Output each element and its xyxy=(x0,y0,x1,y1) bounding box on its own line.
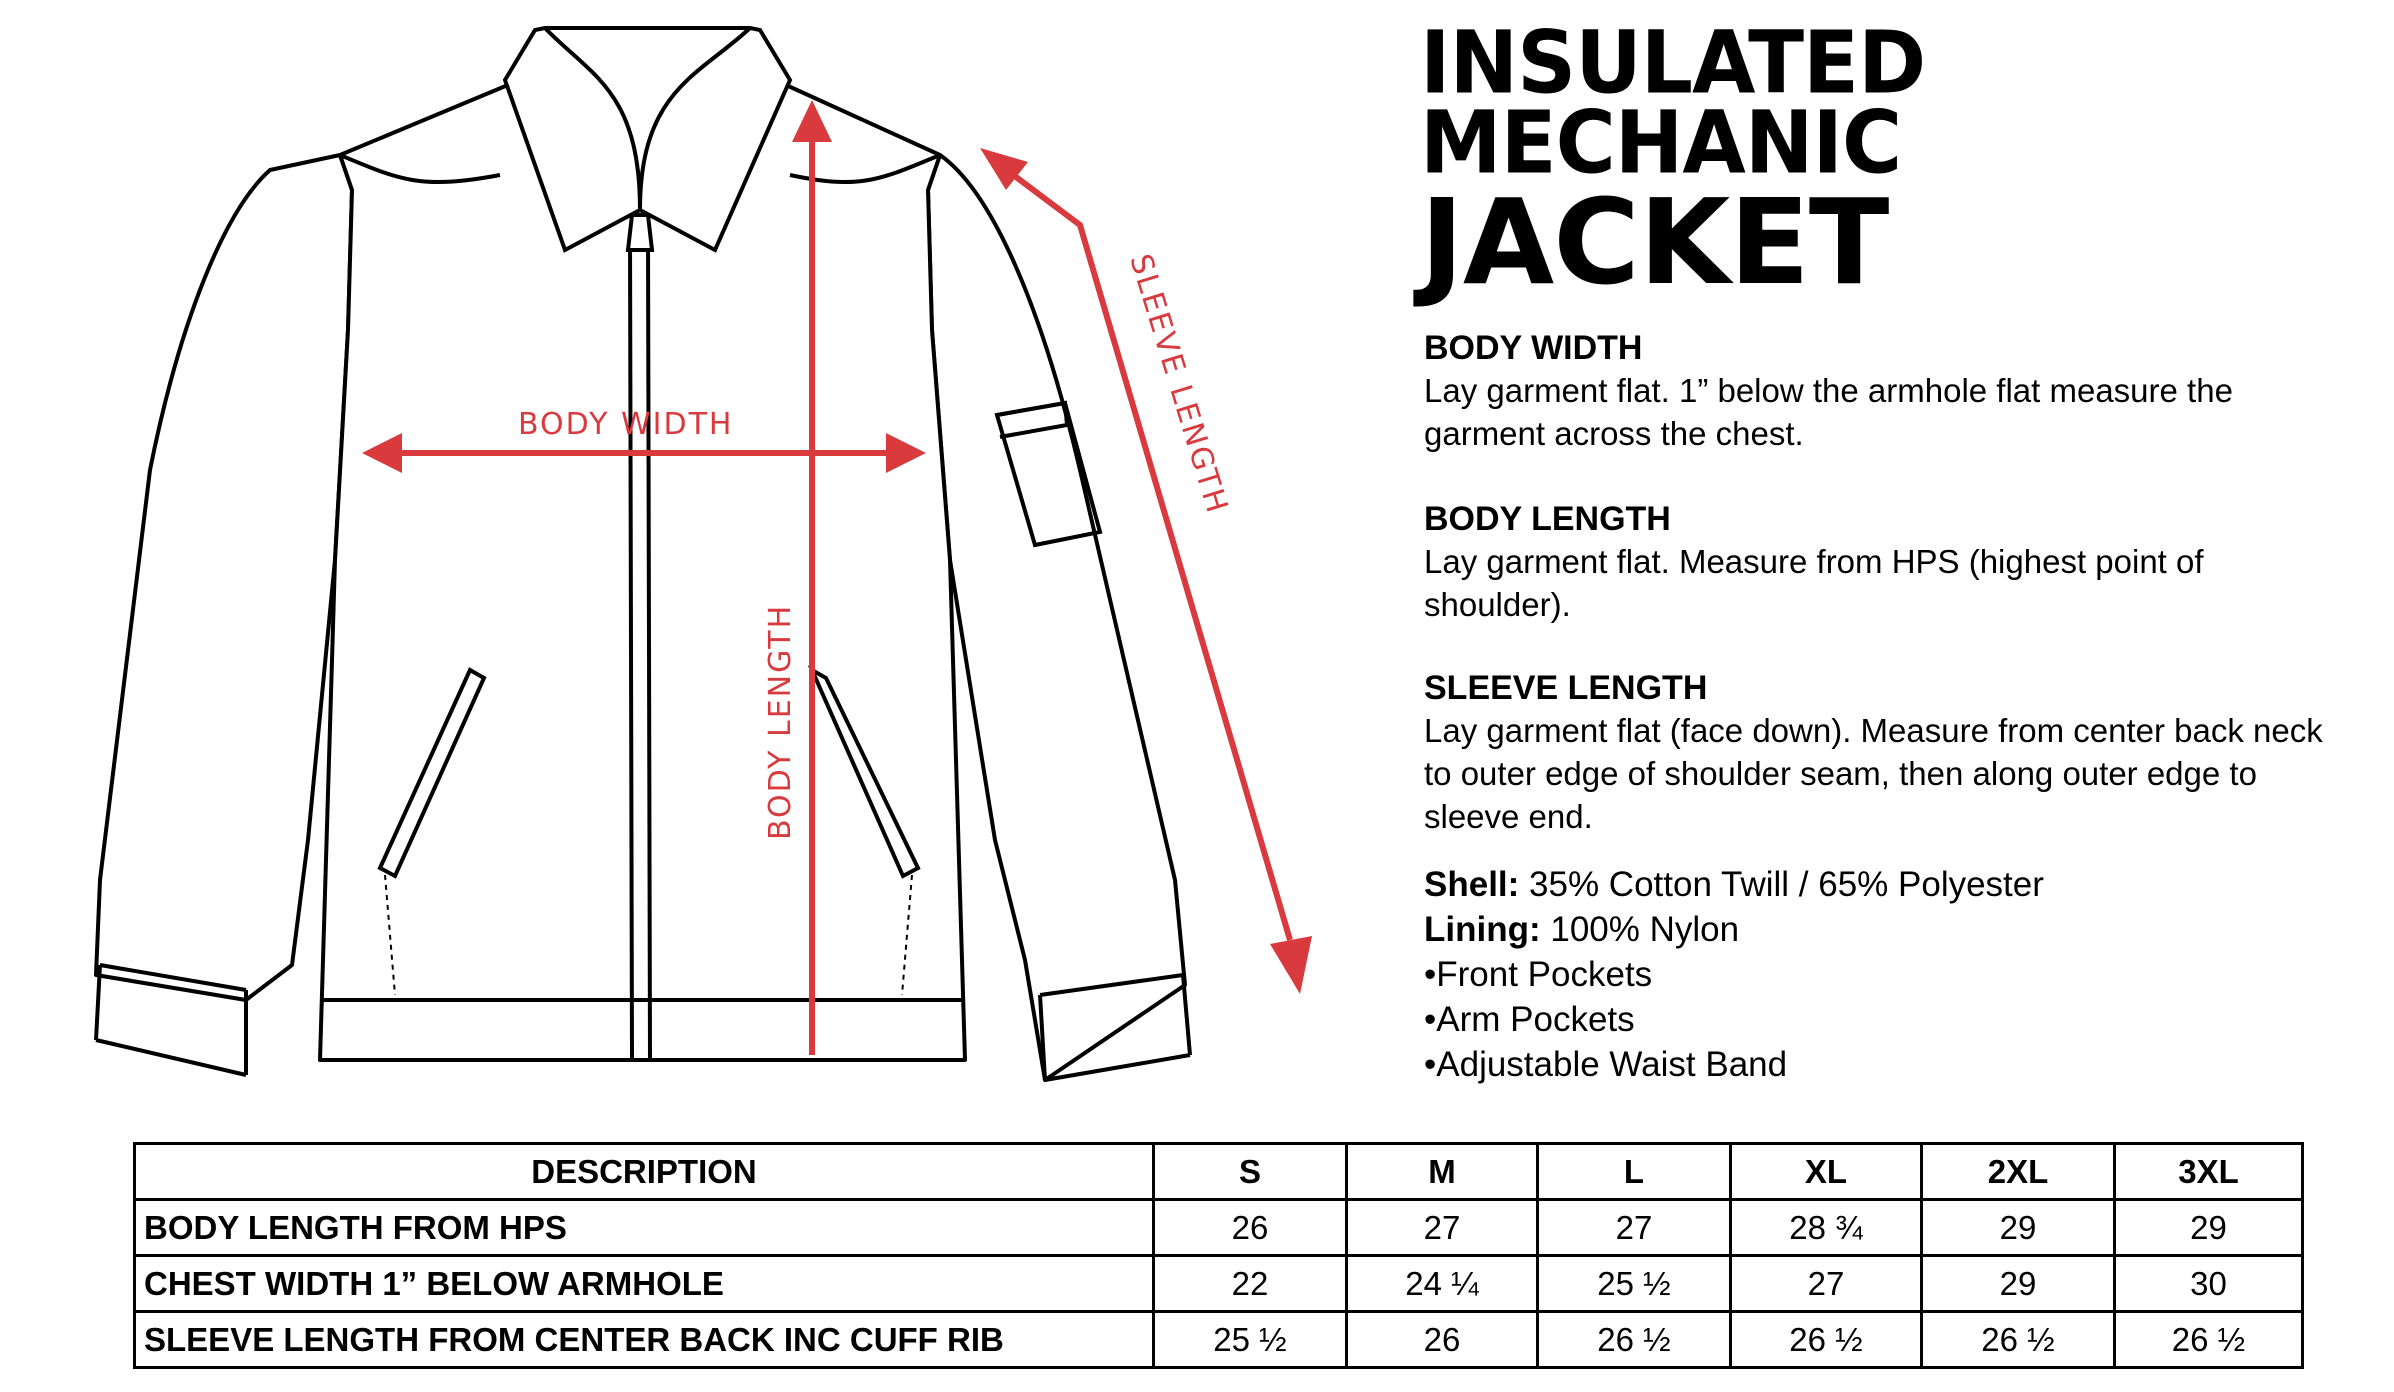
table-cell: 29 xyxy=(1922,1256,2115,1312)
table-row xyxy=(135,1256,2303,1312)
spec-heading: SLEEVE LENGTH xyxy=(1424,669,1708,707)
table-cell: 26 ½ xyxy=(1731,1312,1922,1368)
table-row xyxy=(135,1200,2303,1256)
table-cell: 27 xyxy=(1538,1200,1731,1256)
row-description: SLEEVE LENGTH FROM CENTER BACK INC CUFF RIB xyxy=(135,1312,1154,1368)
title-line-2: MECHANIC xyxy=(1420,93,1902,194)
row-description: CHEST WIDTH 1” BELOW ARMHOLE xyxy=(135,1256,1154,1312)
table-cell: 25 ½ xyxy=(1538,1256,1731,1312)
column-header: XL xyxy=(1731,1144,1922,1200)
row-description: BODY LENGTH FROM HPS xyxy=(135,1200,1154,1256)
table-cell: 26 ½ xyxy=(2115,1312,2303,1368)
table-header-row xyxy=(135,1144,2303,1200)
sleeve-length-arrow-bottom-head xyxy=(1270,936,1312,994)
lining-label: Lining: xyxy=(1424,910,1541,949)
body-width-spec xyxy=(1424,327,2354,455)
column-header: 3XL xyxy=(2115,1144,2303,1200)
table-cell: 25 ½ xyxy=(1154,1312,1347,1368)
title-line-1: INSULATED xyxy=(1420,13,1926,114)
sleeve-length-label: SLEEVE LENGTH xyxy=(1122,250,1235,519)
materials-list xyxy=(1424,862,2354,1087)
feature-item: •Front Pockets xyxy=(1424,955,1653,994)
zipper-pull xyxy=(628,215,652,250)
table-cell: 26 xyxy=(1154,1200,1347,1256)
shell-line xyxy=(1424,862,2354,907)
table-cell: 24 ¼ xyxy=(1347,1256,1538,1312)
column-header: M xyxy=(1347,1144,1538,1200)
zipper-line-right xyxy=(648,235,650,1060)
column-header: DESCRIPTION xyxy=(135,1144,1154,1200)
table-cell: 26 xyxy=(1347,1312,1538,1368)
body-length-label: BODY LENGTH xyxy=(763,603,798,840)
jacket-diagram xyxy=(0,0,1340,1100)
sleeve-length-spec xyxy=(1424,667,2354,838)
feature-item: •Adjustable Waist Band xyxy=(1424,1045,1788,1084)
shell-label: Shell: xyxy=(1424,865,1520,904)
spec-text: Lay garment flat. Measure from HPS (highest point of shoulder). xyxy=(1424,543,2204,623)
lining-value: 100% Nylon xyxy=(1540,910,1740,949)
table-cell: 22 xyxy=(1154,1256,1347,1312)
table-cell: 30 xyxy=(2115,1256,2303,1312)
size-chart-table xyxy=(133,1142,2304,1369)
column-header: S xyxy=(1154,1144,1347,1200)
column-header: 2XL xyxy=(1922,1144,2115,1200)
table-cell: 29 xyxy=(1922,1200,2115,1256)
title-line-3: JACKET xyxy=(1420,172,1889,311)
spec-text: Lay garment flat (face down). Measure from center back neck to outer edge of shoulder seam, then along outer edge to sleeve end. xyxy=(1424,712,2323,835)
table-cell: 27 xyxy=(1731,1256,1922,1312)
zipper-line-left xyxy=(630,235,632,1060)
table-cell: 28 ¾ xyxy=(1731,1200,1922,1256)
shell-value: 35% Cotton Twill / 65% Polyester xyxy=(1519,865,2044,904)
lining-line xyxy=(1424,907,2354,952)
table-cell: 26 ½ xyxy=(1538,1312,1731,1368)
feature-item: •Arm Pockets xyxy=(1424,1000,1635,1039)
table-cell: 26 ½ xyxy=(1922,1312,2115,1368)
table-row xyxy=(135,1312,2303,1368)
page-title xyxy=(1420,13,1926,311)
body-width-label: BODY WIDTH xyxy=(518,407,734,442)
body-length-spec xyxy=(1424,498,2354,626)
table-cell: 27 xyxy=(1347,1200,1538,1256)
spec-heading: BODY LENGTH xyxy=(1424,500,1671,538)
column-header: L xyxy=(1538,1144,1731,1200)
table-cell: 29 xyxy=(2115,1200,2303,1256)
left-sleeve xyxy=(96,155,352,1000)
spec-heading: BODY WIDTH xyxy=(1424,329,1643,367)
spec-text: Lay garment flat. 1” below the armhole flat measure the garment across the chest. xyxy=(1424,372,2233,452)
